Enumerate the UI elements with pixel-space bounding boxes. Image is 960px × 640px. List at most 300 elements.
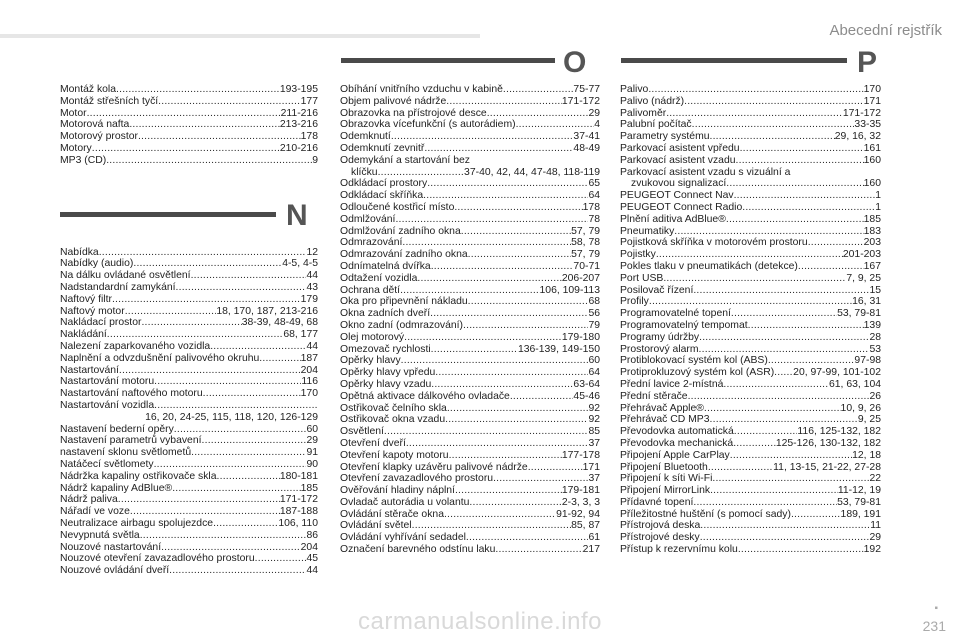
dot-leader: [466, 532, 589, 544]
index-pages: 203: [863, 237, 881, 249]
index-pages: 90: [306, 458, 318, 470]
dot-leader: [378, 167, 464, 179]
index-entry: [60, 353, 318, 365]
index-entry: [60, 317, 318, 329]
index-entry: [340, 214, 600, 226]
index-pages: 45-46: [573, 390, 600, 402]
index-entry: [340, 131, 600, 143]
index-pages: 22: [869, 473, 881, 485]
index-term: Opěrky hlavy vzadu: [340, 378, 432, 390]
index-term: Nádrž paliva: [60, 494, 118, 506]
index-pages: 12: [306, 246, 318, 258]
index-term: Opěrky hlavy vpředu: [340, 367, 436, 379]
index-term: Odmrazování zadního okna: [340, 249, 468, 261]
index-entry: [340, 391, 600, 403]
dot-leader: [503, 84, 574, 96]
dot-leader: [468, 249, 571, 261]
index-term: Olej motorový: [340, 331, 405, 343]
dot-leader: [699, 344, 870, 356]
index-pages: 16, 31: [852, 296, 881, 308]
dot-leader: [210, 341, 306, 353]
page-number: 231: [922, 618, 946, 634]
dot-leader: [455, 485, 562, 497]
dot-leader: [133, 258, 282, 270]
index-term: Nalezení zaparkovaného vozidla: [60, 340, 211, 352]
index-term: Otevření kapoty motoru: [340, 449, 449, 461]
dot-leader: [688, 391, 870, 403]
index-term: Protiprokluzový systém kol (ASR): [620, 367, 775, 379]
index-entry: [620, 155, 881, 167]
index-entry: [620, 249, 881, 261]
index-term: Montáž kola: [60, 84, 117, 95]
index-term: Přední lavice 2-místná: [620, 378, 724, 390]
index-term: Pneumatiky: [620, 225, 675, 237]
index-pages: 44: [306, 565, 318, 577]
dot-leader: [424, 143, 573, 155]
index-pages: 37-40, 42, 44, 47-48, 118-119: [464, 166, 600, 178]
index-pages: 179-180: [561, 331, 600, 343]
index-entry: [340, 143, 600, 155]
dot-leader: [431, 379, 573, 391]
index-pages: 9: [312, 154, 318, 166]
dot-leader: [191, 447, 306, 459]
index-term: Nouzové nastartování: [60, 541, 162, 553]
index-pages: 68, 177: [283, 329, 318, 341]
index-pages: 45: [306, 553, 318, 565]
index-entry: [620, 403, 881, 415]
index-entry: [60, 282, 318, 294]
dot-leader: [710, 131, 835, 143]
index-entry: [340, 355, 600, 367]
index-pages: 65: [588, 178, 600, 190]
index-entry: [620, 379, 881, 391]
dot-leader: [446, 96, 562, 108]
index-term: Motorový prostor: [60, 131, 138, 143]
index-entry: [620, 509, 881, 521]
dot-leader: [176, 282, 307, 294]
index-entry: [340, 367, 600, 379]
index-entry: [620, 426, 881, 438]
dot-leader: [734, 426, 798, 438]
index-term: Nakládací prostor: [60, 317, 142, 329]
index-pages: 193-195: [279, 84, 318, 95]
index-pages: 48-49: [573, 142, 600, 154]
index-pages: 2-3, 3, 3: [561, 496, 600, 508]
index-entry: [340, 108, 600, 120]
index-pages: 139: [863, 319, 881, 331]
index-entry: [620, 143, 881, 155]
index-pages: 78: [588, 213, 600, 225]
index-pages: 43: [306, 281, 318, 293]
index-term: Natáčecí světlomety: [60, 458, 154, 470]
index-term: Motory: [60, 142, 92, 154]
index-pages: 170: [300, 388, 318, 400]
index-pages: 183: [863, 225, 881, 237]
index-term: Nastartování vozidla: [60, 399, 155, 411]
index-term: Připojení MirrorLink: [620, 485, 711, 497]
index-entry: [60, 553, 318, 565]
dot-leader: [447, 403, 589, 415]
dot-leader: [119, 365, 301, 377]
index-pages: 217: [582, 544, 600, 556]
index-column-right: [620, 84, 881, 556]
index-term: Odkládací skříňka: [340, 190, 424, 202]
dot-leader: [798, 261, 864, 273]
dot-leader: [118, 494, 280, 506]
index-term: Přístrojové desky: [620, 532, 700, 544]
index-term: Obrazovka vícefunkční (s autorádiem): [340, 119, 516, 131]
index-entry: [340, 178, 600, 190]
dot-leader: [449, 450, 562, 462]
page-title: Abecední rejstřík: [829, 22, 942, 39]
index-pages: 37-41: [573, 131, 600, 143]
index-entry: [60, 341, 318, 353]
index-pages: 86: [306, 529, 318, 541]
index-term: Převodovka automatická: [620, 426, 734, 438]
dot-leader: [158, 96, 300, 108]
index-pages: 167: [863, 260, 881, 272]
index-term: Oka pro připevnění nákladu: [340, 296, 468, 308]
index-entry: [620, 273, 881, 285]
index-pages: 160: [863, 154, 881, 166]
index-term: Neutralizace airbagu spolujezdce: [60, 517, 214, 529]
dot-leader: [431, 261, 574, 273]
index-term: Naftový filtr: [60, 293, 112, 305]
index-entry: [620, 167, 881, 179]
dot-leader: [217, 471, 280, 483]
index-pages: 53: [869, 343, 881, 355]
dot-leader: [731, 308, 837, 320]
index-entry: [340, 119, 600, 131]
index-entry: [340, 237, 600, 249]
index-pages: 204: [300, 541, 318, 553]
dot-leader: [736, 155, 864, 167]
index-term: Ovládání stěrače okna: [340, 508, 444, 520]
index-term: Programovatelný tempomat: [620, 319, 748, 331]
index-entry: [340, 84, 600, 96]
index-term: Posilovač řízení: [620, 284, 694, 296]
dot-leader: [406, 438, 589, 450]
index-entry: [340, 332, 600, 344]
index-entry: [60, 306, 318, 318]
index-term: nastavení sklonu světlometů: [60, 447, 192, 459]
index-entry: [340, 520, 600, 532]
dot-leader: [723, 379, 829, 391]
index-term: Nastavení parametrů vybavení: [60, 435, 202, 447]
dot-leader: [431, 344, 518, 356]
dot-leader: [430, 308, 588, 320]
index-pages: 106, 109-113: [539, 284, 600, 296]
index-pages: 29, 16, 32: [834, 131, 881, 143]
index-term: zvukovou signalizací: [631, 178, 727, 190]
index-pages: 9, 25: [857, 414, 881, 426]
index-pages: 180-181: [279, 470, 318, 482]
index-term: Obíhání vnitřního vzduchu v kabině: [340, 84, 503, 95]
index-term: Motorová nafta: [60, 119, 130, 131]
index-pages: 91: [306, 447, 318, 459]
index-pages: 61, 63, 104: [829, 378, 881, 390]
index-entry: [60, 565, 318, 577]
index-entry: [620, 296, 881, 308]
index-pages: 12, 18: [852, 449, 881, 461]
index-term: Odemknutí: [340, 131, 391, 143]
dot-leader: [444, 509, 556, 521]
index-term: Pojistková skříňka v motorovém prostoru: [620, 237, 808, 249]
index-entry: [340, 261, 600, 273]
dot-leader: [487, 108, 589, 120]
index-pages: 57, 79: [571, 249, 600, 261]
index-term: Otevření zavazadlového prostoru: [340, 473, 494, 485]
index-entry: [620, 544, 881, 556]
index-entry: [340, 497, 600, 509]
index-term: Přístup k rezervnímu kolu: [620, 544, 738, 556]
index-pages: 177-178: [561, 449, 600, 461]
index-term: Nádrž kapaliny AdBlue®: [60, 482, 173, 494]
index-term: Palivo (nádrž): [620, 95, 685, 107]
index-pages: 44: [306, 340, 318, 352]
index-pages-continued: 16, 20, 24-25, 115, 118, 120, 126-129: [145, 411, 318, 423]
index-entry: [620, 485, 881, 497]
dot-leader: [107, 329, 284, 341]
index-pages: 170: [863, 84, 881, 95]
index-pages: 178: [300, 131, 318, 143]
index-entry: [340, 403, 600, 415]
index-entry: [60, 424, 318, 436]
index-term: Pojistky: [620, 249, 656, 261]
index-entry: [60, 459, 318, 471]
index-pages: 213-216: [279, 119, 318, 131]
header-rule: [0, 34, 480, 38]
dot-leader: [730, 450, 852, 462]
index-pages: 75-77: [573, 84, 600, 95]
dot-leader: [423, 190, 588, 202]
dot-leader: [99, 247, 307, 259]
dot-leader: [748, 320, 864, 332]
index-pages: 201-203: [842, 249, 881, 261]
index-entry: [340, 273, 600, 285]
index-entry: [60, 506, 318, 518]
index-pages: 4-5, 4-5: [282, 258, 318, 270]
index-pages: 206-207: [561, 272, 600, 284]
index-term: Pokles tlaku v pneumatikách (detekce): [620, 260, 798, 272]
index-entry: [340, 473, 600, 485]
index-entry: [60, 143, 318, 155]
index-term: Nastartování: [60, 364, 119, 376]
dot-leader: [140, 530, 307, 542]
index-list-p: [620, 84, 881, 556]
index-entry: [340, 379, 600, 391]
index-entry: [620, 131, 881, 143]
dot-leader: [649, 296, 852, 308]
index-list-n: [60, 247, 318, 577]
index-entry: [60, 518, 318, 530]
index-pages: 56: [588, 308, 600, 320]
index-entry: [60, 84, 318, 96]
index-term: Nastartování naftového motoru: [60, 388, 203, 400]
section-p-letter: P: [857, 46, 878, 79]
dot-leader: [154, 376, 301, 388]
index-entry: [340, 96, 600, 108]
index-term: Nadstandardní zamykání: [60, 281, 176, 293]
index-term: Odmrazování: [340, 237, 403, 249]
index-term: Příležitostné huštění (s pomocí sady): [620, 508, 791, 520]
index-term: Nastavení bederní opěry: [60, 423, 174, 435]
index-pages: 210-216: [279, 142, 318, 154]
index-entry: [620, 96, 881, 108]
index-term: Naftový motor: [60, 305, 125, 317]
index-entry: [340, 532, 600, 544]
index-column-left: [60, 84, 318, 577]
index-term: Nářadí ve voze: [60, 506, 130, 518]
index-term: Profily: [620, 296, 649, 308]
index-entry: [60, 388, 318, 400]
dot-leader: [700, 532, 870, 544]
dot-leader: [726, 178, 863, 190]
index-entry: [620, 214, 881, 226]
index-entry: [60, 96, 318, 108]
index-term: Palubní počítač: [620, 119, 692, 131]
index-list-m: [60, 84, 318, 167]
index-term: Otevření klapky uzávěru palivové nádrže: [340, 461, 528, 473]
dot-leader: [742, 202, 875, 214]
index-pages: 64: [588, 190, 600, 202]
index-entry: [340, 296, 600, 308]
index-entry: [620, 202, 881, 214]
index-entry: [620, 226, 881, 238]
index-pages: 179-181: [561, 485, 600, 497]
index-entry: [60, 435, 318, 447]
index-term: Motor: [60, 107, 87, 119]
index-pages: 68: [588, 296, 600, 308]
index-pages: 18, 170, 187, 213-216: [216, 305, 318, 317]
page-marker-icon: ▪: [934, 603, 938, 614]
index-pages: 64: [588, 367, 600, 379]
index-entry: [340, 167, 600, 179]
dot-leader: [435, 367, 588, 379]
dot-leader: [510, 391, 574, 403]
index-entry: [340, 155, 600, 167]
section-o-bar: [341, 58, 555, 63]
dot-leader: [427, 178, 588, 190]
index-pages: 29: [306, 435, 318, 447]
dot-leader: [130, 506, 280, 518]
dot-leader: [259, 353, 300, 365]
index-entry: [340, 249, 600, 261]
index-pages: 187-188: [279, 506, 318, 518]
index-term: Označení barevného odstínu laku: [340, 544, 496, 556]
index-entry: [60, 400, 318, 412]
index-pages: 91-92, 94: [556, 508, 600, 520]
index-entry: [60, 119, 318, 131]
index-entry: [60, 483, 318, 495]
index-term: Ostřikovač čelního skla: [340, 402, 447, 414]
index-term: Obrazovka na přístrojové desce: [340, 107, 487, 119]
index-entry: [340, 308, 600, 320]
index-pages: 192: [863, 544, 881, 556]
index-entry: [60, 258, 318, 270]
index-entry: [340, 426, 600, 438]
index-pages: 29: [588, 107, 600, 119]
index-term: Opětná aktivace dálkového ovladače: [340, 390, 510, 402]
index-pages: 171: [863, 95, 881, 107]
dot-leader: [141, 317, 241, 329]
index-pages: 85, 87: [571, 520, 600, 532]
index-term: Přístrojová deska: [620, 520, 701, 532]
index-pages: 1: [875, 201, 881, 213]
dot-leader: [106, 155, 312, 167]
dot-leader: [87, 108, 281, 120]
index-term: Odemykání a startování bez: [340, 154, 470, 166]
dot-leader: [774, 367, 793, 379]
dot-leader: [154, 400, 318, 412]
index-term: Osvětlení: [340, 426, 384, 438]
index-entry: [620, 473, 881, 485]
index-pages: 171-172: [561, 95, 600, 107]
index-entry: [60, 329, 318, 341]
dot-leader: [391, 131, 574, 143]
index-pages: 171: [582, 461, 600, 473]
index-term: Ovladač autorádia u volantu: [340, 496, 470, 508]
dot-leader: [161, 542, 301, 554]
index-term: Opěrky hlavy: [340, 355, 401, 367]
index-term: Parkovací asistent vpředu: [620, 142, 740, 154]
index-term: Omezovač rychlosti: [340, 343, 431, 355]
index-term: Programovatelné topení: [620, 308, 731, 320]
index-term: Objem palivové nádrže: [340, 95, 447, 107]
index-term: Nevypnutá světla: [60, 529, 140, 541]
index-pages: 171-172: [842, 107, 881, 119]
index-pages: 106, 110: [278, 517, 318, 529]
dot-leader: [255, 553, 307, 565]
index-term: Okna zadních dveří: [340, 308, 431, 320]
index-pages: 185: [300, 482, 318, 494]
index-pages: 11, 13-15, 21-22, 27-28: [773, 461, 881, 473]
index-term: Ostřikovač okna vzadu: [340, 414, 446, 426]
dot-leader: [454, 202, 582, 214]
index-term: Ochrana dětí: [340, 284, 401, 296]
index-term: Protiblokovací systém kol (ABS): [620, 355, 768, 367]
index-entry: [620, 237, 881, 249]
index-entry: [60, 108, 318, 120]
index-entry: [340, 544, 600, 556]
index-entry: [620, 84, 881, 96]
index-entry: [620, 391, 881, 403]
index-term: Odmlžování: [340, 213, 396, 225]
index-pages: 29: [869, 532, 881, 544]
index-term: Na dálku ovládané osvětlení: [60, 270, 191, 282]
index-pages: 187: [300, 352, 318, 364]
index-term: Otevření dveří: [340, 437, 406, 449]
dot-leader: [663, 273, 846, 285]
index-entry: [60, 247, 318, 259]
index-entry: [620, 320, 881, 332]
index-entry: [340, 438, 600, 450]
index-entry: [620, 532, 881, 544]
dot-leader: [174, 424, 307, 436]
index-term: Odloučené kostřicí místo: [340, 201, 455, 213]
index-pages: 179: [300, 293, 318, 305]
index-pages: 60: [588, 355, 600, 367]
index-pages: 28: [869, 331, 881, 343]
index-term: Palivo: [620, 84, 649, 95]
index-pages: 161: [863, 142, 881, 154]
index-term: Ovládání světel: [340, 520, 412, 532]
dot-leader: [684, 96, 864, 108]
index-entry: [620, 108, 881, 120]
dot-leader: [708, 462, 773, 474]
index-entry: [620, 520, 881, 532]
index-term: Odmlžování zadního okna: [340, 225, 461, 237]
